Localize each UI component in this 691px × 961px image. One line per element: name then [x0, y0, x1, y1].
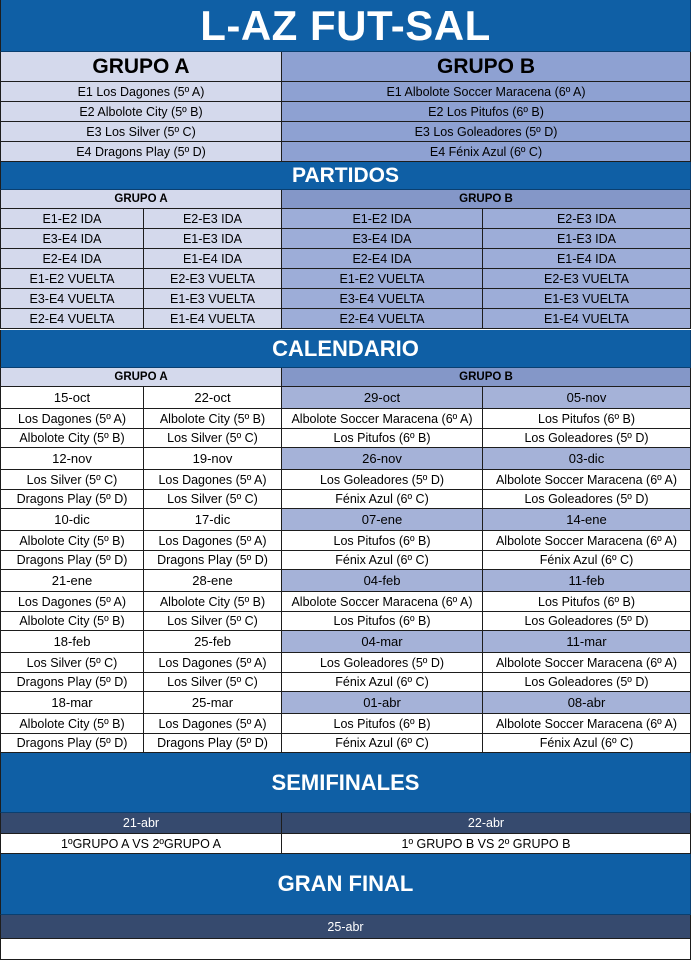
match-date: 03-dic	[483, 448, 691, 470]
match-date: 28-ene	[144, 570, 282, 592]
partido-grupo-a: E2-E4 IDA	[0, 249, 144, 269]
home-team: Los Dagones (5º A)	[144, 714, 282, 734]
team-row	[0, 102, 691, 122]
final-banner-row	[0, 854, 691, 915]
partidos-grupo-b-label: GRUPO B	[282, 190, 691, 209]
partido-grupo-b: E3-E4 IDA	[282, 229, 483, 249]
calendario-home-row	[0, 653, 691, 673]
home-team: Los Pitufos (6º B)	[483, 592, 691, 612]
calendario-home-row	[0, 714, 691, 734]
team-b: E1 Albolote Soccer Maracena (6º A)	[282, 82, 691, 102]
home-team: Albolote City (5º B)	[144, 409, 282, 429]
away-team: Fénix Azul (6º C)	[282, 673, 483, 692]
calendario-home-row	[0, 409, 691, 429]
home-team: Los Silver (5º C)	[0, 470, 144, 490]
team-a: E3 Los Silver (5º C)	[0, 122, 282, 142]
calendario-date-row	[0, 448, 691, 470]
away-team: Fénix Azul (6º C)	[282, 490, 483, 509]
match-date: 07-ene	[282, 509, 483, 531]
match-date: 01-abr	[282, 692, 483, 714]
partidos-heading: PARTIDOS	[0, 162, 691, 190]
partido-grupo-a: E2-E3 IDA	[144, 209, 282, 229]
calendario-group-row	[0, 368, 691, 387]
partido-grupo-a: E2-E3 VUELTA	[144, 269, 282, 289]
calendario-grupo-a-label: GRUPO A	[0, 368, 282, 387]
home-team: Los Goleadores (5º D)	[282, 470, 483, 490]
home-team: Los Pitufos (6º B)	[282, 531, 483, 551]
match-date: 11-feb	[483, 570, 691, 592]
partido-grupo-a: E1-E3 IDA	[144, 229, 282, 249]
calendario-grupo-b-label: GRUPO B	[282, 368, 691, 387]
final-match-row	[0, 939, 691, 960]
partido-grupo-a: E1-E4 VUELTA	[144, 309, 282, 329]
away-team: Los Goleadores (5º D)	[483, 673, 691, 692]
match-date: 08-abr	[483, 692, 691, 714]
away-team: Albolote City (5º B)	[0, 429, 144, 448]
home-team: Los Dagones (5º A)	[144, 531, 282, 551]
partidos-row	[0, 229, 691, 249]
away-team: Los Goleadores (5º D)	[483, 612, 691, 631]
partidos-row	[0, 209, 691, 229]
calendario-away-row	[0, 551, 691, 570]
team-row	[0, 122, 691, 142]
calendario-home-row	[0, 470, 691, 490]
semifinales-heading: SEMIFINALES	[0, 753, 691, 813]
team-row	[0, 142, 691, 162]
match-date: 04-feb	[282, 570, 483, 592]
match-date: 21-ene	[0, 570, 144, 592]
calendario-heading: CALENDARIO	[0, 330, 691, 368]
team-b: E3 Los Goleadores (5º D)	[282, 122, 691, 142]
match-date: 04-mar	[282, 631, 483, 653]
calendario-home-row	[0, 592, 691, 612]
partido-grupo-b: E1-E4 IDA	[483, 249, 691, 269]
calendario-away-row	[0, 734, 691, 753]
match-date: 29-oct	[282, 387, 483, 409]
match-date: 12-nov	[0, 448, 144, 470]
away-team: Albolote City (5º B)	[0, 612, 144, 631]
final-date-row	[0, 915, 691, 939]
home-team: Los Dagones (5º A)	[0, 409, 144, 429]
partido-grupo-b: E2-E3 IDA	[483, 209, 691, 229]
match-date: 18-mar	[0, 692, 144, 714]
partido-grupo-b: E1-E3 VUELTA	[483, 289, 691, 309]
away-team: Fénix Azul (6º C)	[282, 551, 483, 570]
home-team: Albolote Soccer Maracena (6º A)	[483, 470, 691, 490]
calendario-date-row	[0, 570, 691, 592]
home-team: Albolote Soccer Maracena (6º A)	[282, 592, 483, 612]
match-date: 18-feb	[0, 631, 144, 653]
match-date: 10-dic	[0, 509, 144, 531]
home-team: Los Goleadores (5º D)	[282, 653, 483, 673]
away-team: Los Silver (5º C)	[144, 673, 282, 692]
home-team: Albolote Soccer Maracena (6º A)	[483, 531, 691, 551]
partido-grupo-a: E1-E4 IDA	[144, 249, 282, 269]
calendario-date-row	[0, 509, 691, 531]
page-title: L-AZ FUT-SAL	[0, 0, 691, 52]
away-team: Dragons Play (5º D)	[0, 673, 144, 692]
away-team: Los Goleadores (5º D)	[483, 490, 691, 509]
away-team: Fénix Azul (6º C)	[282, 734, 483, 753]
away-team: Los Silver (5º C)	[144, 612, 282, 631]
partido-grupo-b: E2-E4 VUELTA	[282, 309, 483, 329]
match-date: 26-nov	[282, 448, 483, 470]
match-date: 25-mar	[144, 692, 282, 714]
away-team: Fénix Azul (6º C)	[483, 734, 691, 753]
away-team: Dragons Play (5º D)	[0, 734, 144, 753]
semifinal-a-date: 21-abr	[0, 813, 282, 834]
team-b: E2 Los Pitufos (6º B)	[282, 102, 691, 122]
final-match	[0, 939, 691, 960]
calendario-date-row	[0, 692, 691, 714]
partido-grupo-b: E1-E3 IDA	[483, 229, 691, 249]
match-date: 15-oct	[0, 387, 144, 409]
partido-grupo-a: E1-E2 VUELTA	[0, 269, 144, 289]
match-date: 17-dic	[144, 509, 282, 531]
team-b: E4 Fénix Azul (6º C)	[282, 142, 691, 162]
match-date: 05-nov	[483, 387, 691, 409]
away-team: Los Silver (5º C)	[144, 490, 282, 509]
away-team: Los Goleadores (5º D)	[483, 429, 691, 448]
calendario-banner-row	[0, 330, 691, 368]
team-a: E1 Los Dagones (5º A)	[0, 82, 282, 102]
partido-grupo-a: E3-E4 IDA	[0, 229, 144, 249]
calendario-away-row	[0, 612, 691, 631]
home-team: Albolote City (5º B)	[144, 592, 282, 612]
semifinal-b-date: 22-abr	[282, 813, 691, 834]
semifinales-date-row	[0, 813, 691, 834]
calendario-away-row	[0, 490, 691, 509]
match-date: 14-ene	[483, 509, 691, 531]
away-team: Los Silver (5º C)	[144, 429, 282, 448]
partidos-row	[0, 269, 691, 289]
final-heading: GRAN FINAL	[0, 854, 691, 915]
match-date: 19-nov	[144, 448, 282, 470]
grupo-a-heading: GRUPO A	[0, 52, 282, 82]
semifinal-b-match: 1º GRUPO B VS 2º GRUPO B	[282, 834, 691, 854]
semifinales-match-row	[0, 834, 691, 854]
home-team: Los Dagones (5º A)	[144, 653, 282, 673]
team-row	[0, 82, 691, 102]
team-a: E2 Albolote City (5º B)	[0, 102, 282, 122]
grupos-header-row	[0, 52, 691, 82]
partido-grupo-b: E1-E2 IDA	[282, 209, 483, 229]
match-date: 11-mar	[483, 631, 691, 653]
team-a: E4 Dragons Play (5º D)	[0, 142, 282, 162]
home-team: Los Pitufos (6º B)	[282, 714, 483, 734]
semifinal-a-match: 1ºGRUPO A VS 2ºGRUPO A	[0, 834, 282, 854]
grupo-b-heading: GRUPO B	[282, 52, 691, 82]
calendario-home-row	[0, 531, 691, 551]
partido-grupo-a: E2-E4 VUELTA	[0, 309, 144, 329]
partido-grupo-a: E3-E4 VUELTA	[0, 289, 144, 309]
partido-grupo-a: E1-E2 IDA	[0, 209, 144, 229]
title-row	[0, 0, 691, 52]
home-team: Albolote Soccer Maracena (6º A)	[282, 409, 483, 429]
partido-grupo-b: E1-E4 VUELTA	[483, 309, 691, 329]
home-team: Los Dagones (5º A)	[144, 470, 282, 490]
partidos-grupo-a-label: GRUPO A	[0, 190, 282, 209]
away-team: Dragons Play (5º D)	[0, 551, 144, 570]
away-team: Dragons Play (5º D)	[0, 490, 144, 509]
home-team: Albolote City (5º B)	[0, 531, 144, 551]
partido-grupo-b: E1-E2 VUELTA	[282, 269, 483, 289]
away-team: Dragons Play (5º D)	[144, 551, 282, 570]
calendario-date-row	[0, 631, 691, 653]
home-team: Albolote Soccer Maracena (6º A)	[483, 714, 691, 734]
calendario-date-row	[0, 387, 691, 409]
calendario-away-row	[0, 673, 691, 692]
home-team: Albolote Soccer Maracena (6º A)	[483, 653, 691, 673]
calendario-away-row	[0, 429, 691, 448]
partidos-group-row	[0, 190, 691, 209]
partido-grupo-b: E2-E4 IDA	[282, 249, 483, 269]
partido-grupo-b: E2-E3 VUELTA	[483, 269, 691, 289]
semifinales-banner-row	[0, 753, 691, 813]
partido-grupo-b: E3-E4 VUELTA	[282, 289, 483, 309]
away-team: Fénix Azul (6º C)	[483, 551, 691, 570]
home-team: Los Pitufos (6º B)	[483, 409, 691, 429]
away-team: Dragons Play (5º D)	[144, 734, 282, 753]
away-team: Los Pitufos (6º B)	[282, 429, 483, 448]
partidos-row	[0, 249, 691, 269]
home-team: Albolote City (5º B)	[0, 714, 144, 734]
match-date: 22-oct	[144, 387, 282, 409]
partido-grupo-a: E1-E3 VUELTA	[144, 289, 282, 309]
partidos-row	[0, 309, 691, 329]
final-date: 25-abr	[0, 915, 691, 939]
match-date: 25-feb	[144, 631, 282, 653]
partidos-row	[0, 289, 691, 309]
partidos-banner-row	[0, 162, 691, 190]
home-team: Los Silver (5º C)	[0, 653, 144, 673]
home-team: Los Dagones (5º A)	[0, 592, 144, 612]
away-team: Los Pitufos (6º B)	[282, 612, 483, 631]
